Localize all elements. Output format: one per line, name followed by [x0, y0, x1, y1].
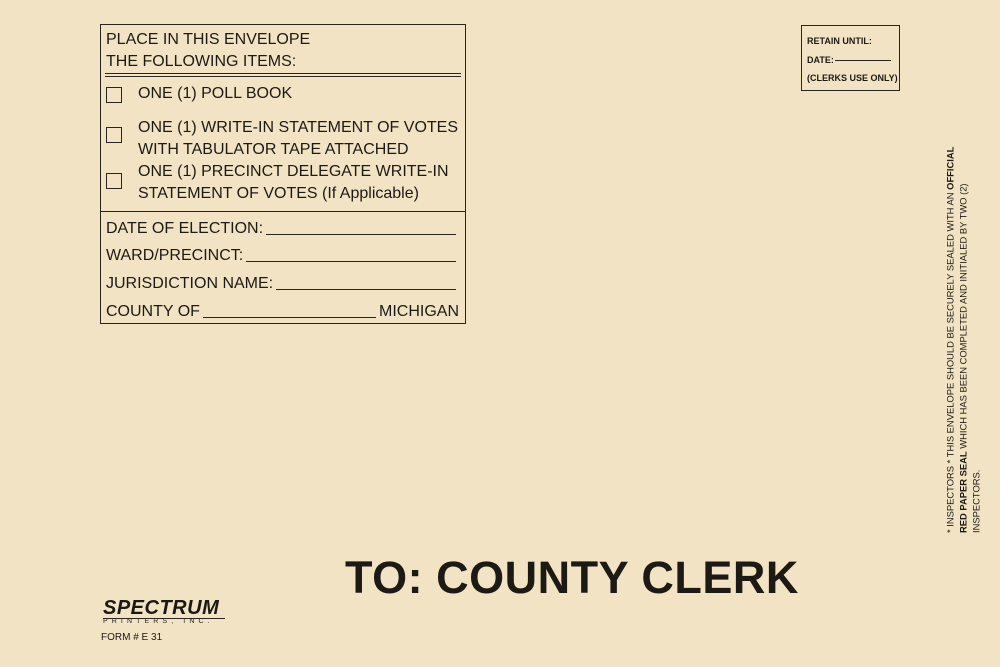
retain-date-line[interactable]	[835, 60, 891, 61]
note-bold-text: OFFICIAL RED PAPER SEAL	[944, 146, 969, 533]
checklist-heading-line2: THE FOLLOWING ITEMS:	[106, 53, 297, 70]
retain-date-row[interactable]	[807, 54, 891, 66]
logo-rule	[103, 618, 225, 619]
date-of-election-label: DATE OF ELECTION:	[106, 220, 264, 237]
item-line: STATEMENT OF VOTES (If Applicable)	[138, 185, 419, 202]
logo-subtitle: PRINTERS, INC.	[103, 618, 214, 625]
logo-name: SPECTRUM	[103, 597, 220, 619]
spectrum-printers-logo	[103, 597, 219, 625]
date-of-election-field[interactable]	[106, 218, 459, 240]
jurisdiction-name-label: JURISDICTION NAME:	[106, 275, 274, 292]
checklist-item-label	[138, 161, 459, 205]
ward-precinct-label: WARD/PRECINCT:	[106, 247, 244, 264]
jurisdiction-name-line[interactable]	[276, 289, 456, 290]
state-label: MICHIGAN	[379, 303, 459, 320]
item-line: ONE (1) POLL BOOK	[138, 85, 293, 102]
poll-book-checkbox[interactable]	[106, 87, 122, 103]
item-line: ONE (1) PRECINCT DELEGATE WRITE-IN	[138, 163, 449, 180]
addressee-heading: TO: COUNTY CLERK	[345, 552, 799, 603]
clerks-use-only-label: (CLERKS USE ONLY)	[807, 73, 898, 83]
county-line[interactable]	[203, 317, 376, 318]
county-of-label: COUNTY OF	[106, 303, 200, 320]
section-divider	[101, 211, 465, 212]
jurisdiction-name-field[interactable]	[106, 273, 459, 295]
inspectors-instruction-note	[944, 133, 983, 533]
heading-double-rule	[105, 73, 461, 77]
note-text: WHICH HAS BEEN COMPLETED AND INITIALED BY TWO (2) INSPECTORS.	[957, 183, 982, 533]
precinct-delegate-checkbox[interactable]	[106, 173, 122, 189]
retain-date-label: DATE:	[807, 55, 834, 65]
items-checklist-box	[100, 24, 466, 324]
county-field[interactable]	[106, 301, 459, 323]
write-in-statement-checkbox[interactable]	[106, 127, 122, 143]
retain-until-box	[801, 25, 900, 91]
date-of-election-line[interactable]	[266, 234, 456, 235]
note-text: * INSPECTORS * THIS ENVELOPE SHOULD BE SECURELY SEALED WITH AN	[944, 189, 956, 533]
ward-precinct-field[interactable]	[106, 245, 459, 267]
ward-precinct-line[interactable]	[246, 261, 456, 262]
checklist-heading-line1: PLACE IN THIS ENVELOPE	[106, 31, 311, 48]
item-line: ONE (1) WRITE-IN STATEMENT OF VOTES	[138, 119, 459, 136]
retain-until-label: RETAIN UNTIL:	[807, 36, 872, 46]
form-number: FORM # E 31	[101, 632, 163, 643]
checklist-item-label	[138, 117, 459, 161]
checklist-heading	[106, 29, 310, 73]
item-line: WITH TABULATOR TAPE ATTACHED	[138, 141, 409, 158]
checklist-item-label	[138, 83, 459, 105]
